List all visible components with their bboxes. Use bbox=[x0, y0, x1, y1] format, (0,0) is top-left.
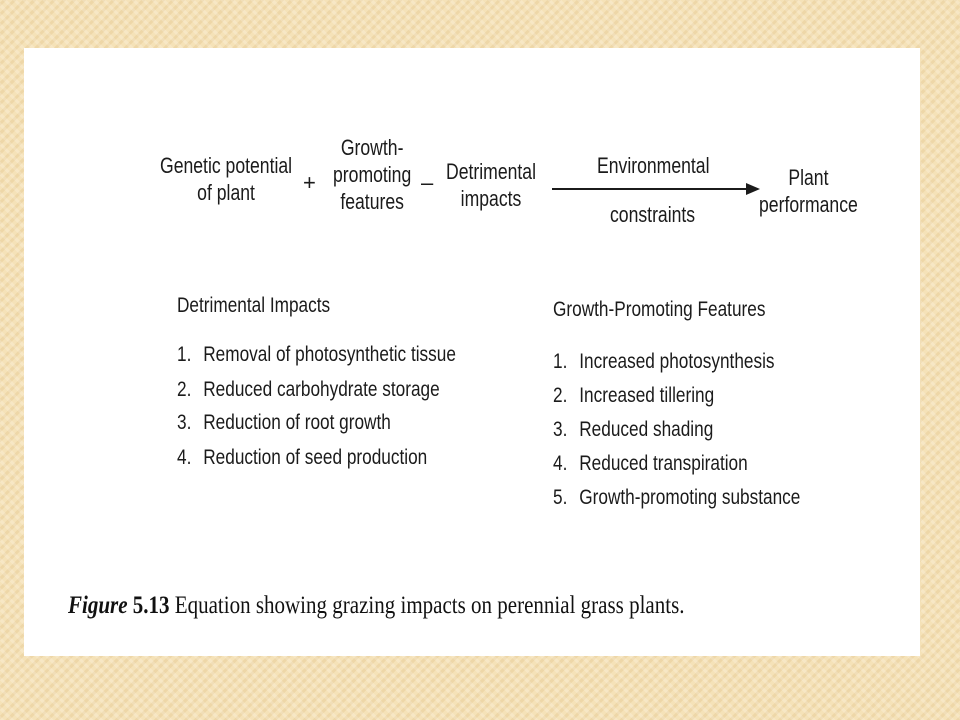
detrimental-list-item bbox=[177, 343, 456, 367]
list-item-number: 3. bbox=[553, 418, 568, 441]
growth-promoting-term bbox=[333, 134, 411, 215]
list-item-text: Reduction of root growth bbox=[203, 411, 391, 434]
genetic-potential-line1: Genetic potential bbox=[160, 153, 293, 178]
genetic-potential-line2: of plant bbox=[197, 180, 255, 205]
list-item-number: 1. bbox=[553, 350, 568, 373]
list-item-number: 4. bbox=[177, 446, 192, 469]
genetic-potential-term bbox=[160, 152, 292, 206]
figure-number: 5.13 bbox=[132, 592, 170, 619]
detrimental-list-item bbox=[177, 378, 440, 402]
growth-promoting-heading: Growth-Promoting Features bbox=[553, 298, 766, 321]
detrimental-list-item bbox=[177, 446, 427, 470]
list-item-number: 2. bbox=[177, 378, 192, 401]
plant-performance-line2: performance bbox=[759, 192, 858, 217]
list-item-text: Reduced shading bbox=[579, 418, 714, 441]
list-item-text: Reduced carbohydrate storage bbox=[203, 378, 440, 401]
growth-list-item bbox=[553, 350, 775, 374]
list-item-text: Removal of photosynthetic tissue bbox=[203, 343, 456, 366]
equation-arrow bbox=[552, 188, 752, 190]
list-item-number: 4. bbox=[553, 452, 568, 475]
figure-caption bbox=[68, 592, 684, 620]
list-item-text: Increased tillering bbox=[579, 384, 715, 407]
list-item-text: Reduced transpiration bbox=[579, 452, 748, 475]
list-item-text: Growth-promoting substance bbox=[579, 486, 801, 509]
caption-text: Equation showing grazing impacts on perennial grass plants. bbox=[174, 592, 685, 619]
environmental-constraints-label-bottom: constraints bbox=[610, 202, 696, 227]
list-item-text: Reduction of seed production bbox=[203, 446, 428, 469]
minus-operator: – bbox=[421, 170, 434, 195]
list-item-text: Increased photosynthesis bbox=[579, 350, 775, 373]
list-item-number: 5. bbox=[553, 486, 568, 509]
detrimental-impacts-line1: Detrimental bbox=[446, 159, 536, 184]
growth-list-item bbox=[553, 384, 714, 408]
plant-performance-term bbox=[759, 164, 858, 218]
detrimental-impacts-heading: Detrimental Impacts bbox=[177, 294, 331, 317]
detrimental-list-item bbox=[177, 411, 391, 435]
plant-performance-line1: Plant bbox=[788, 165, 829, 190]
arrow-head-icon bbox=[746, 183, 760, 195]
list-item-number: 1. bbox=[177, 343, 192, 366]
detrimental-impacts-term bbox=[446, 158, 536, 212]
environmental-constraints-label-top: Environmental bbox=[597, 153, 710, 178]
list-item-number: 2. bbox=[553, 384, 568, 407]
plus-operator: + bbox=[303, 170, 316, 195]
growth-promoting-line2: promoting bbox=[333, 162, 412, 187]
growth-list-item bbox=[553, 418, 713, 442]
figure-label: Figure bbox=[68, 592, 128, 619]
growth-promoting-line1: Growth- bbox=[340, 135, 404, 160]
growth-list-item bbox=[553, 486, 800, 510]
slide-panel bbox=[24, 48, 920, 656]
list-item-number: 3. bbox=[177, 411, 192, 434]
detrimental-impacts-line2: impacts bbox=[460, 186, 522, 211]
growth-promoting-line3: features bbox=[340, 189, 404, 214]
growth-list-item bbox=[553, 452, 748, 476]
